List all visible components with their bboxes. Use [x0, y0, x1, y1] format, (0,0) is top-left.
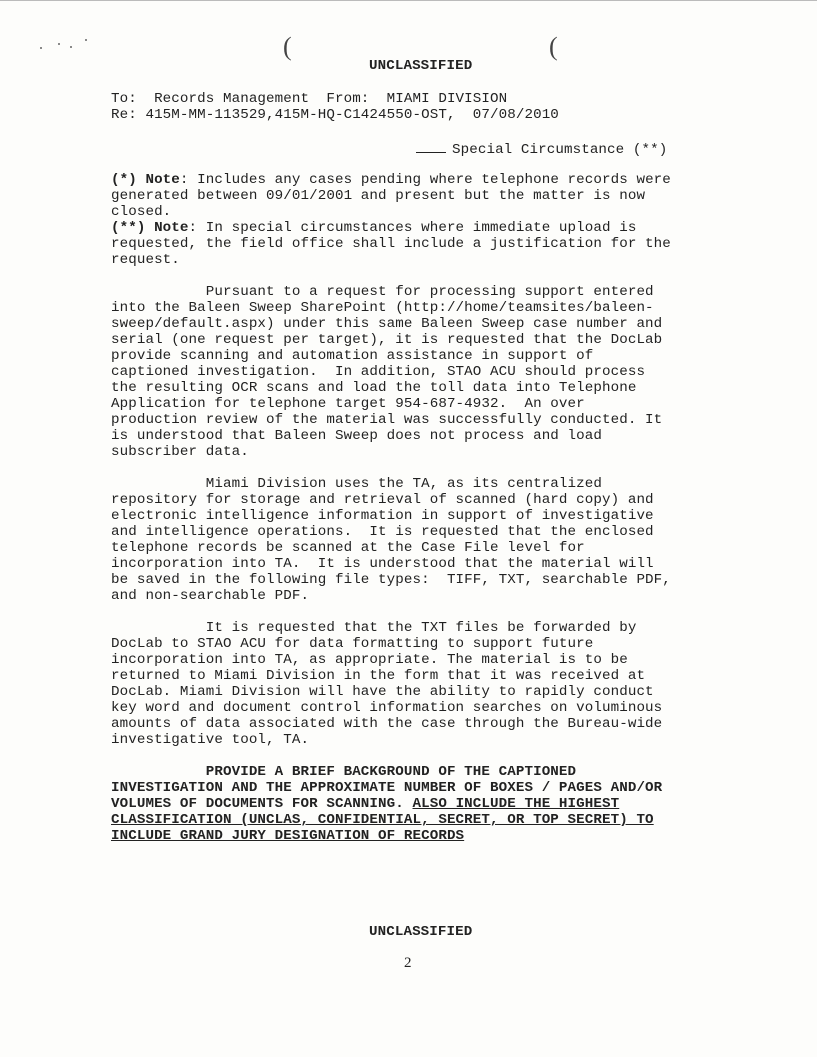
paragraph-line: amounts of data associated with the case through the Bureau-wide: [111, 716, 663, 732]
paragraph-line: telephone records be scanned at the Case File level for: [111, 540, 585, 556]
punch-hole-mark: (: [549, 32, 558, 61]
instruction-line: INVESTIGATION AND THE APPROXIMATE NUMBER OF BOXES / PAGES AND/OR: [111, 780, 663, 796]
paragraph-line: and intelligence operations. It is requested that the enclosed: [111, 524, 654, 540]
paragraph-line: sweep/default.aspx) under this same Baleen Sweep case number and: [111, 316, 663, 332]
note-1-line-3: closed.: [111, 204, 172, 220]
note-2-text: : In special circumstances where immediate upload is: [188, 220, 637, 236]
paragraph-line: electronic intelligence information in support of investigative: [111, 508, 654, 524]
instruction-line: [111, 797, 619, 813]
paragraph-line: incorporation into TA, as appropriate. The material is to be: [111, 652, 628, 668]
note-1-line-2: generated between 09/01/2001 and present but the matter is now: [111, 188, 646, 204]
page-number: 2: [404, 955, 412, 971]
note-2-line-3: request.: [111, 252, 180, 268]
paragraph-line: the resulting OCR scans and load the toll data into Telephone: [111, 380, 637, 396]
paragraph-line: is understood that Baleen Sweep does not process and load: [111, 428, 602, 444]
special-circumstance-label: Special Circumstance (**): [452, 142, 668, 158]
instruction-text: VOLUMES OF DOCUMENTS FOR SCANNING.: [111, 796, 413, 812]
paragraph-line: returned to Miami Division in the form that it was received at: [111, 668, 646, 684]
re-line: Re: 415M-MM-113529,415M-HQ-C1424550-OST, 07/08/2010: [111, 107, 559, 123]
paragraph-line: key word and document control information searches on voluminous: [111, 700, 663, 716]
note-2-line-1: [111, 221, 636, 237]
scan-speck: [58, 43, 60, 45]
scan-speck: [85, 39, 87, 41]
paragraph-line: and non-searchable PDF.: [111, 588, 310, 604]
paragraph-line: production review of the material was successfully conducted. It: [111, 412, 663, 428]
scan-speck: [70, 46, 72, 48]
paragraph-line: subscriber data.: [111, 444, 249, 460]
note-1-text: : Includes any cases pending where telephone records were: [179, 172, 671, 188]
note-1-line-1: [111, 173, 671, 189]
note-2-line-2: requested, the field office shall include a justification for the: [111, 236, 671, 252]
note-1-label: (*) Note: [111, 172, 180, 188]
paragraph-line: DocLab. Miami Division will have the ability to rapidly conduct: [111, 684, 654, 700]
paragraph-line: incorporation into TA. It is understood that the material will: [111, 556, 654, 572]
paragraph-line: be saved in the following file types: TIFF, TXT, searchable PDF,: [111, 572, 671, 588]
paragraph-line: It is requested that the TXT files be forwarded by: [111, 620, 637, 636]
punch-hole-mark: (: [283, 32, 292, 61]
to-from-line: To: Records Management From: MIAMI DIVISION: [111, 91, 508, 107]
paragraph-line: into the Baleen Sweep SharePoint (http://home/teamsites/baleen-: [111, 300, 654, 316]
scan-edge: [0, 0, 817, 1]
note-2-label: (**) Note: [111, 220, 189, 236]
paragraph-line: serial (one request per target), it is requested that the DocLab: [111, 332, 663, 348]
paragraph-line: investigative tool, TA.: [111, 732, 310, 748]
instruction-underlined-line: CLASSIFICATION (UNCLAS, CONFIDENTIAL, SECRET, OR TOP SECRET) TO: [111, 812, 654, 828]
instruction-line: PROVIDE A BRIEF BACKGROUND OF THE CAPTIONED: [111, 764, 577, 780]
header-classification: UNCLASSIFIED: [369, 58, 473, 74]
paragraph-line: provide scanning and automation assistance in support of: [111, 348, 594, 364]
special-circumstance-line: [416, 140, 667, 159]
scan-speck: [40, 47, 42, 49]
paragraph-line: Miami Division uses the TA, as its centralized: [111, 476, 602, 492]
paragraph-line: Application for telephone target 954-687-4932. An over: [111, 396, 585, 412]
paragraph-line: DocLab to STAO ACU for data formatting to support future: [111, 636, 594, 652]
instruction-underlined-line: INCLUDE GRAND JURY DESIGNATION OF RECORDS: [111, 828, 465, 844]
paragraph-line: captioned investigation. In addition, STAO ACU should process: [111, 364, 646, 380]
paragraph-line: repository for storage and retrieval of scanned (hard copy) and: [111, 492, 654, 508]
checkbox-blank: [416, 140, 446, 153]
instruction-underlined: ALSO INCLUDE THE HIGHEST: [412, 796, 620, 812]
paragraph-line: Pursuant to a request for processing support entered: [111, 284, 654, 300]
footer-classification: UNCLASSIFIED: [369, 924, 473, 940]
